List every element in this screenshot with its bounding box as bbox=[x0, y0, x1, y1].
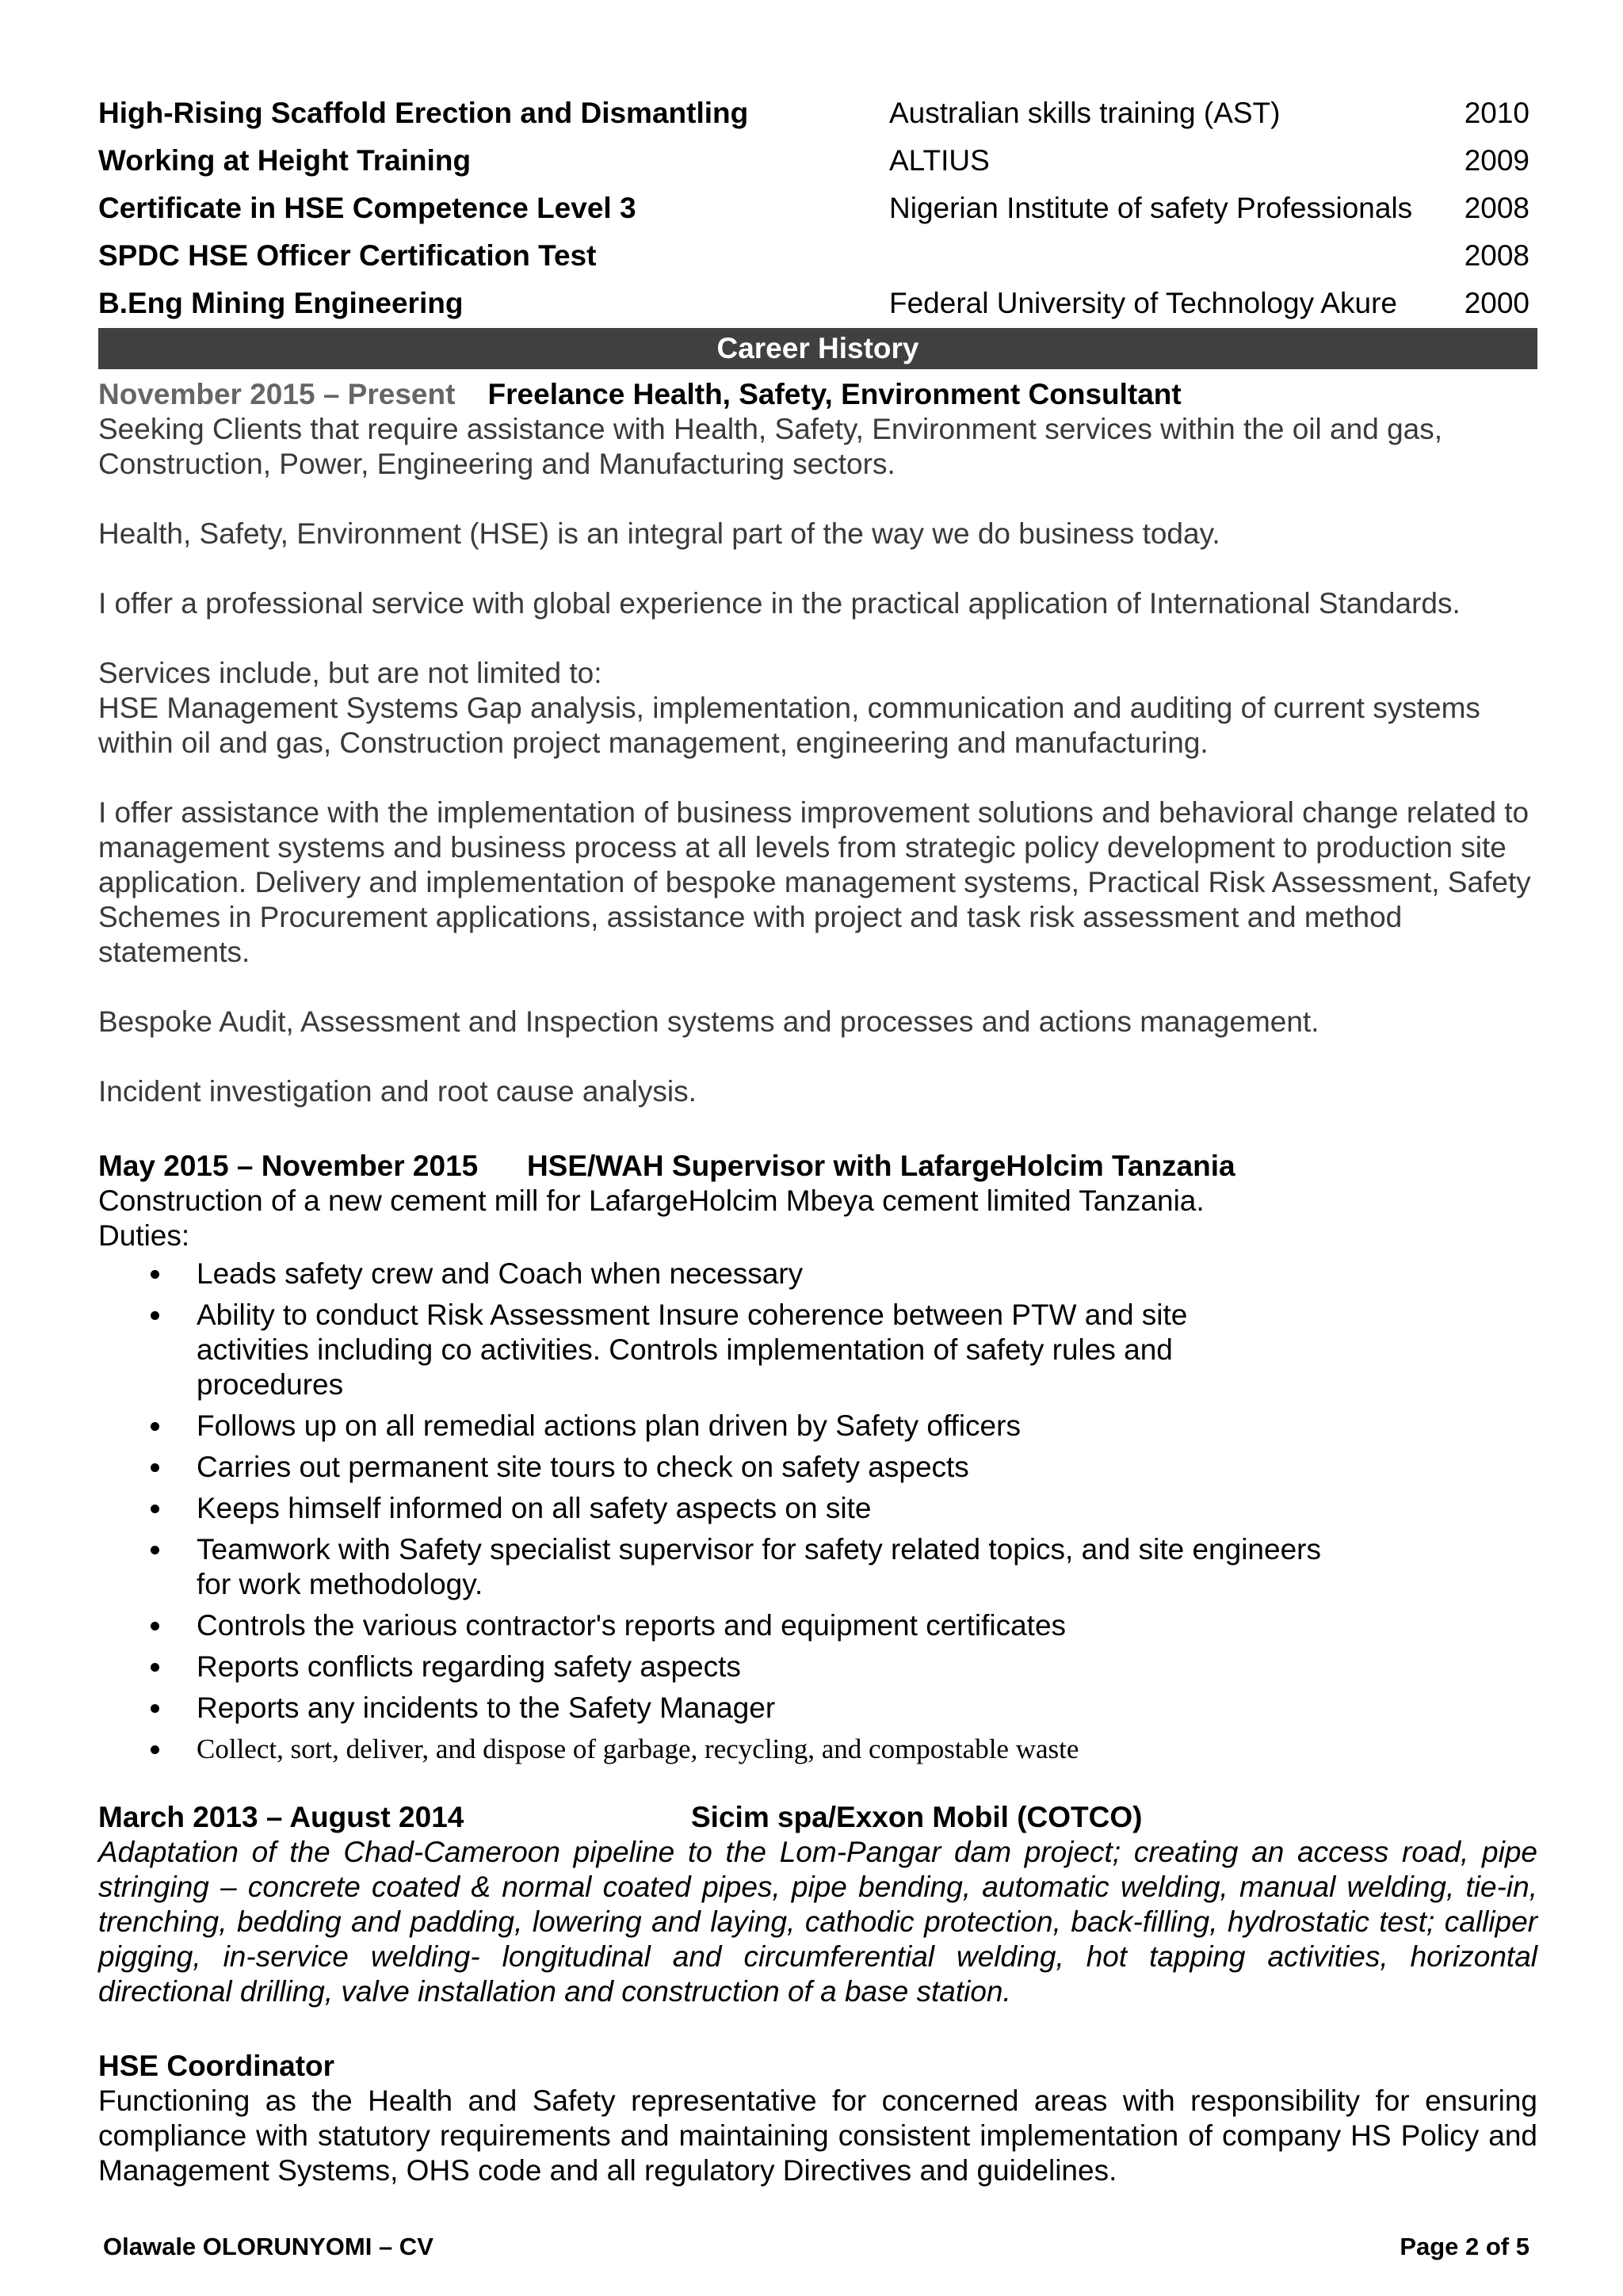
list-item: Leads safety crew and Coach when necessary bbox=[197, 1257, 1537, 1291]
page-number: Page 2 of 5 bbox=[1400, 2233, 1529, 2260]
list-item: Follows up on all remedial actions plan driven by Safety officers bbox=[197, 1409, 1537, 1444]
qualification-title: Certificate in HSE Competence Level 3 bbox=[98, 192, 636, 224]
job-paragraph: Incident investigation and root cause analysis. bbox=[98, 1075, 697, 1108]
qualification-row bbox=[98, 144, 1537, 192]
job-paragraph: Seeking Clients that require assistance with Health, Safety, Environment services within the oil and gas, Construction, Power, Engineering and Manufacturing sectors. bbox=[98, 413, 1443, 480]
list-item: Reports conflicts regarding safety aspects bbox=[197, 1650, 1537, 1684]
job-heading bbox=[98, 1800, 1537, 1835]
qualification-title: SPDC HSE Officer Certification Test bbox=[98, 239, 597, 272]
qualification-row bbox=[98, 287, 1537, 334]
job-paragraph: I offer a professional service with global experience in the practical application of International Standards. bbox=[98, 587, 1461, 620]
qualification-institution: Nigerian Institute of safety Professionals bbox=[889, 192, 1413, 224]
job-title: Freelance Health, Safety, Environment Consultant bbox=[487, 378, 1182, 410]
qualifications-table bbox=[98, 97, 1537, 334]
list-item: Collect, sort, deliver, and dispose of garbage, recycling, and compostable waste bbox=[197, 1732, 1537, 1767]
job-freelance bbox=[98, 377, 1537, 1109]
cv-page bbox=[98, 97, 1537, 2188]
job-heading bbox=[98, 377, 1537, 412]
list-item: Ability to conduct Risk Assessment Insure coherence between PTW and site activities including co activities. Controls implementation of safety rules and procedures bbox=[197, 1298, 1306, 1402]
list-item: Reports any incidents to the Safety Manager bbox=[197, 1691, 1537, 1726]
role-description: Functioning as the Health and Safety representative for concerned areas with responsibility for ensuring compliance with statutory requirements and maintaining consistent implementation of company HS Policy and Management Systems, OHS code and all regulatory Directives and guidelines. bbox=[98, 2084, 1537, 2187]
career-history-header: Career History bbox=[98, 328, 1537, 369]
job-sicim bbox=[98, 1800, 1537, 2188]
job-dates: March 2013 – August 2014 bbox=[98, 1801, 464, 1833]
job-paragraph: Health, Safety, Environment (HSE) is an integral part of the way we do business today. bbox=[98, 517, 1220, 550]
qualification-row bbox=[98, 97, 1537, 144]
qualification-year: 2000 bbox=[1464, 287, 1529, 319]
qualification-institution: Federal University of Technology Akure bbox=[889, 287, 1397, 319]
qualification-title: Working at Height Training bbox=[98, 144, 472, 177]
job-paragraph: Services include, but are not limited to: bbox=[98, 657, 602, 689]
list-item: Keeps himself informed on all safety aspects on site bbox=[197, 1491, 1537, 1526]
list-item: Carries out permanent site tours to check on safety aspects bbox=[197, 1450, 1537, 1485]
job-dates: May 2015 – November 2015 bbox=[98, 1150, 479, 1182]
job-paragraph: Bespoke Audit, Assessment and Inspection systems and processes and actions management. bbox=[98, 1005, 1319, 1038]
footer-name: Olawale OLORUNYOMI – CV bbox=[103, 2233, 433, 2260]
duties-label: Duties: bbox=[98, 1219, 190, 1252]
qualification-year: 2008 bbox=[1464, 239, 1529, 272]
duties-list bbox=[98, 1257, 1537, 1767]
job-paragraph: HSE Management Systems Gap analysis, implementation, communication and auditing of current systems within oil and gas, Construction project management, engineering and manufacturing. bbox=[98, 692, 1480, 759]
job-description: Construction of a new cement mill for LafargeHolcim Mbeya cement limited Tanzania. bbox=[98, 1184, 1205, 1217]
job-dates: November 2015 – Present bbox=[98, 378, 456, 410]
qualification-row bbox=[98, 239, 1537, 287]
qualification-year: 2008 bbox=[1464, 192, 1529, 224]
job-company: Sicim spa/Exxon Mobil (COTCO) bbox=[691, 1801, 1143, 1833]
list-item: Controls the various contractor's reports and equipment certificates bbox=[197, 1608, 1537, 1643]
qualification-year: 2010 bbox=[1464, 97, 1529, 129]
job-heading bbox=[98, 1149, 1537, 1184]
qualification-institution: Australian skills training (AST) bbox=[889, 97, 1281, 129]
page-footer bbox=[103, 2233, 1529, 2267]
job-description: Adaptation of the Chad-Cameroon pipeline to the Lom-Pangar dam project; creating an access road, pipe stringing – concrete coated & normal coated pipes, pipe bending, automatic welding, manual welding, tie-in, trenching, bedding and padding, lowering and laying, cathodic protection, back-filling, hydrostatic test; calliper pigging, in-service welding- longitudinal and circumferential welding, hot tapping activities, horizontal directional drilling, valve installation and construction of a base station. bbox=[98, 1836, 1537, 2008]
qualification-row bbox=[98, 192, 1537, 239]
qualification-institution: ALTIUS bbox=[889, 144, 990, 177]
role-title: HSE Coordinator bbox=[98, 2050, 335, 2082]
qualification-title: B.Eng Mining Engineering bbox=[98, 287, 464, 319]
qualification-year: 2009 bbox=[1464, 144, 1529, 177]
job-title: HSE/WAH Supervisor with LafargeHolcim Tanzania bbox=[526, 1150, 1235, 1182]
job-paragraph: I offer assistance with the implementation of business improvement solutions and behavioral change related to management systems and business process at all levels from strategic policy development to production site application. Delivery and implementation of bespoke management systems, Practical Risk Assessment, Safety Schemes in Procurement applications, assistance with project and task risk assessment and method statements. bbox=[98, 796, 1531, 968]
list-item: Teamwork with Safety specialist supervisor for safety related topics, and site engineers for work methodology. bbox=[197, 1532, 1354, 1602]
qualification-title: High-Rising Scaffold Erection and Dismantling bbox=[98, 97, 749, 129]
job-lafargeholcim bbox=[98, 1149, 1537, 1767]
